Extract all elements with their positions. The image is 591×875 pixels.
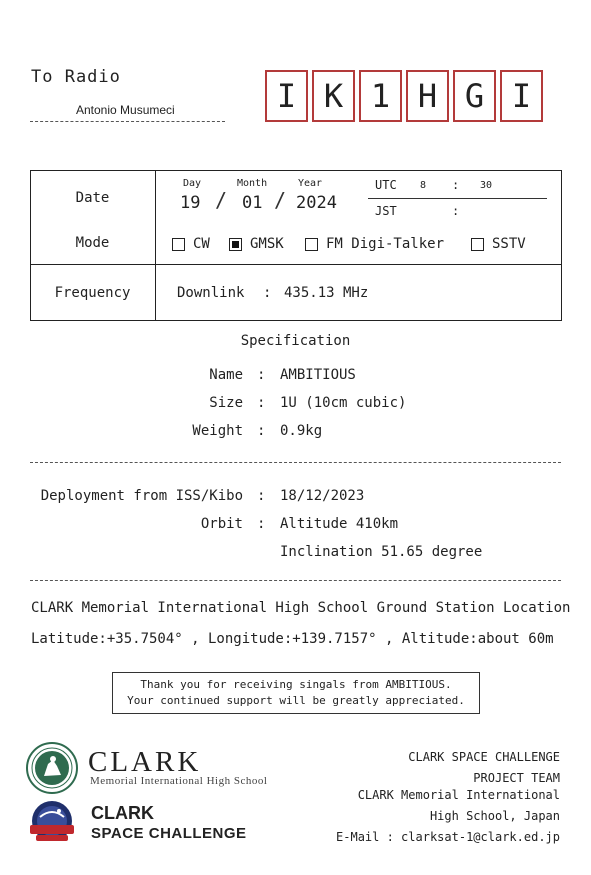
callsign-box-6 — [500, 70, 543, 122]
ground-station-coords: Latitude:+35.7504° , Longitude:+139.7157° , Altitude:about 60m — [31, 631, 554, 647]
space-challenge-badge-icon — [26, 799, 78, 847]
mode-option-label: CW — [193, 236, 210, 252]
checkbox-unchecked-icon — [471, 238, 484, 251]
spec-value-name: AMBITIOUS — [280, 367, 356, 383]
downlink-separator: : — [263, 285, 272, 301]
orbit-inclination: Inclination 51.65 degree — [280, 544, 483, 560]
recipient-underline — [30, 121, 225, 122]
callsign-box-5 — [453, 70, 496, 122]
mode-option-label: SSTV — [492, 236, 526, 252]
callsign-box-3 — [359, 70, 402, 122]
checkbox-unchecked-icon — [305, 238, 318, 251]
section-divider — [30, 462, 561, 463]
date-day: 19 — [180, 193, 201, 213]
thanks-line-1: Thank you for receiving singals from AMBITIOUS. — [140, 678, 452, 691]
deployment-label: Deployment from ISS/Kibo — [40, 488, 243, 504]
day-caption: Day — [183, 178, 202, 189]
utc-underline — [368, 198, 547, 199]
mode-option-fm-digi-talker — [305, 236, 444, 252]
mode-option-gmsk — [229, 236, 284, 252]
space-challenge-logo-line-1: CLARK — [91, 803, 154, 823]
thanks-message-box — [112, 672, 480, 714]
table-divider-vertical — [155, 170, 156, 321]
utc-hour: 8 — [420, 180, 427, 191]
team-line-2: PROJECT TEAM — [473, 771, 560, 785]
callsign-char: G — [464, 77, 485, 115]
callsign-char: I — [276, 77, 297, 115]
spec-value-weight: 0.9kg — [280, 423, 323, 439]
clark-logo-wordmark: CLARK — [88, 746, 202, 778]
month-caption: Month — [237, 178, 268, 189]
spec-colon: : — [257, 367, 266, 383]
year-caption: Year — [298, 178, 323, 189]
utc-label: UTC — [375, 178, 397, 192]
team-email: E-Mail : clarksat-1@clark.ed.jp — [336, 830, 560, 844]
spec-label-weight: Weight — [192, 423, 243, 439]
spec-label-name: Name — [209, 367, 243, 383]
spec-colon: : — [257, 395, 266, 411]
deployment-colon: : — [257, 488, 266, 504]
callsign-box-4 — [406, 70, 449, 122]
section-divider — [30, 580, 561, 581]
date-label: Date — [75, 190, 110, 206]
team-line-4: High School, Japan — [429, 809, 560, 823]
mode-option-label: FM Digi-Talker — [326, 236, 445, 252]
jst-label: JST — [375, 204, 397, 218]
mode-option-label: GMSK — [250, 236, 284, 252]
checkbox-unchecked-icon — [172, 238, 185, 251]
orbit-label: Orbit — [200, 516, 243, 532]
recipient-name: Antonio Musumeci — [76, 103, 175, 117]
date-month: 01 — [242, 193, 263, 213]
team-line-3: CLARK Memorial International — [357, 788, 560, 802]
jst-colon: : — [452, 204, 460, 218]
spec-label-size: Size — [209, 395, 243, 411]
checkbox-checked-icon — [229, 238, 242, 251]
frequency-label: Frequency — [54, 285, 131, 301]
mode-label: Mode — [75, 235, 110, 251]
mode-option-sstv — [471, 236, 526, 252]
utc-colon: : — [452, 178, 460, 192]
callsign-char: 1 — [370, 77, 391, 115]
orbit-altitude: Altitude 410km — [280, 516, 399, 532]
downlink-value: 435.13 MHz — [284, 285, 369, 301]
thanks-line-2: Your continued support will be greatly appreciated. — [127, 694, 465, 707]
orbit-colon: : — [257, 516, 266, 532]
table-divider-horizontal — [30, 264, 562, 265]
school-seal-icon — [26, 742, 78, 794]
space-challenge-logo-line-2: SPACE CHALLENGE — [91, 825, 247, 842]
ground-station-title: CLARK Memorial International High School Ground Station Location — [31, 600, 571, 616]
date-slash: / — [274, 188, 287, 212]
clark-logo-subtitle: Memorial International High School — [90, 775, 268, 787]
utc-minute: 30 — [480, 180, 493, 191]
date-year: 2024 — [296, 193, 337, 213]
spec-value-size: 1U (10cm cubic) — [280, 395, 407, 411]
callsign-char: K — [323, 77, 344, 115]
deployment-value: 18/12/2023 — [280, 488, 365, 504]
spec-colon: : — [257, 423, 266, 439]
callsign-box-1 — [265, 70, 308, 122]
downlink-label: Downlink — [177, 285, 245, 301]
specification-title: Specification — [240, 333, 351, 349]
callsign-box-2 — [312, 70, 355, 122]
mode-option-cw — [172, 236, 210, 252]
to-radio-label: To Radio — [31, 67, 121, 87]
callsign-char: H — [417, 77, 438, 115]
team-line-1: CLARK SPACE CHALLENGE — [408, 750, 560, 764]
date-slash: / — [215, 188, 228, 212]
callsign-char: I — [511, 77, 532, 115]
